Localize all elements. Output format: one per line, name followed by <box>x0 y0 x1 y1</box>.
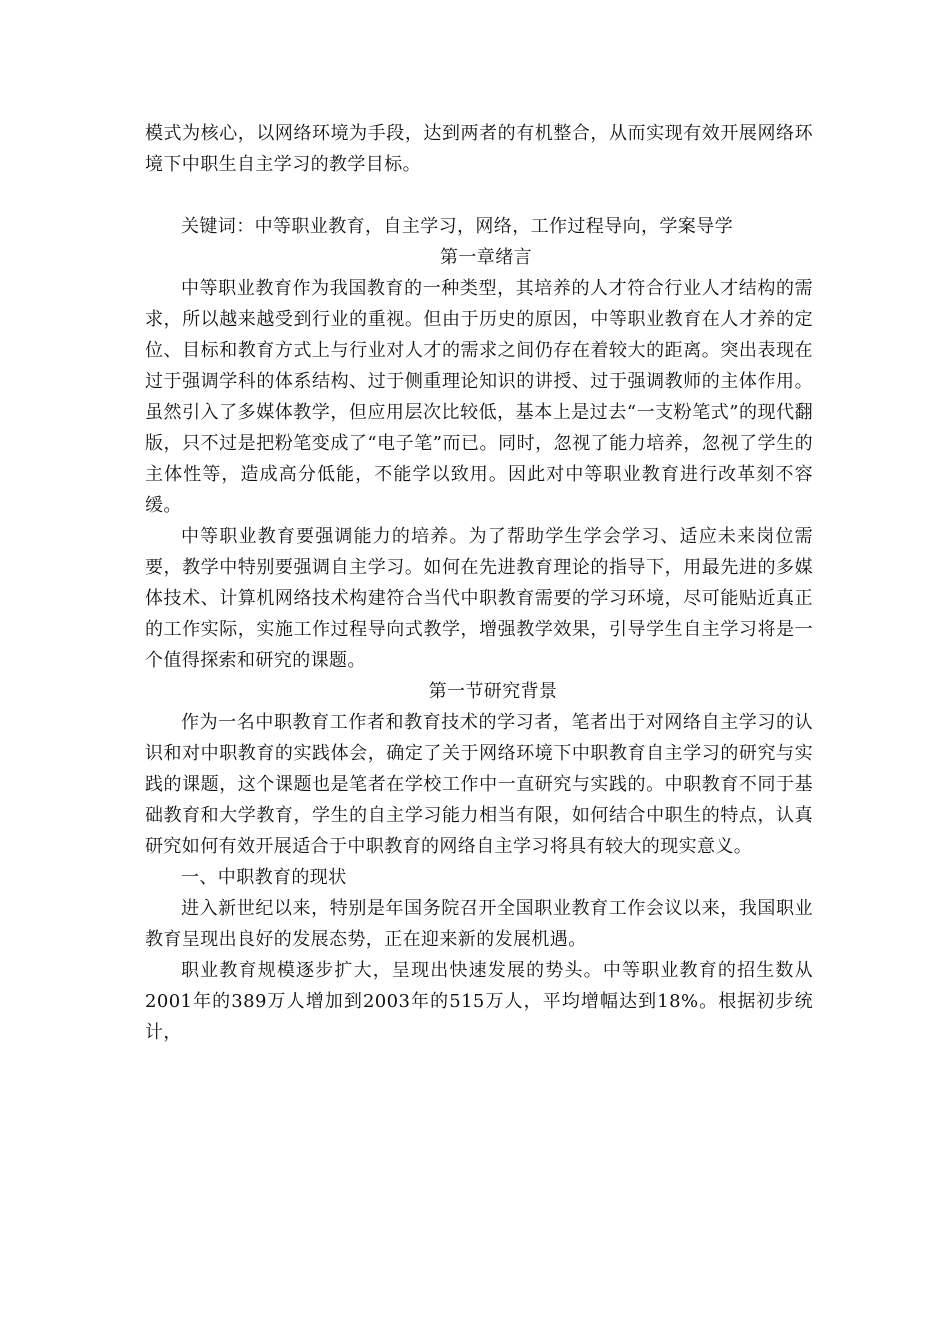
keywords-line: 关键词：中等职业教育，自主学习，网络，工作过程导向，学案导学 <box>181 216 733 237</box>
chapter-title: 第一章绪言 <box>440 247 532 268</box>
subsection-title: 一、中职教育的现状 <box>181 867 347 888</box>
intro-fragment-paragraph: 模式为核心，以网络环境为手段，达到两者的有机整合，从而实现有效开展网络环境下中职生自主学习的教学目标。 <box>145 123 813 175</box>
section-paragraph: 作为一名中职教育工作者和教育技术的学习者，笔者出于对网络自主学习的认识和对中职教育的实践体会，确定了关于网络环境下中职教育自主学习的研究与实践的课题，这个课题也是笔者在学校工作中一直研究与实践的。中职教育不同于基础教育和大学教育，学生的自主学习能力相当有限，如何结合中职生的特点，认真研究如何有效开展适合于中职教育的网络自主学习将具有较大的现实意义。 <box>145 712 813 857</box>
chapter-paragraph-1: 中等职业教育作为我国教育的一种类型，其培养的人才符合行业人才结构的需求，所以越来越受到行业的重视。但由于历史的原因，中等职业教育在人才养的定位、目标和教育方式上与行业对人才的需求之间仍存在着较大的距离。突出表现在过于强调学科的体系结构、过于侧重理论知识的讲授、过于强调教师的主体作用。虽然引入了多媒体教学，但应用层次比较低，基本上是过去“一支粉笔式”的现代翻版，只不过是把粉笔变成了“电子笔”而已。同时，忽视了能力培养，忽视了学生的主体性等，造成高分低能，不能学以致用。因此对中等职业教育进行改革刻不容缓。 <box>145 278 813 516</box>
document-page <box>145 118 813 1048</box>
subsection-paragraph-1: 进入新世纪以来，特别是年国务院召开全国职业教育工作会议以来，我国职业教育呈现出良好的发展态势，正在迎来新的发展机遇。 <box>145 898 813 950</box>
section-title: 第一节研究背景 <box>428 681 558 702</box>
subsection-paragraph-2: 职业教育规模逐步扩大，呈现出快速发展的势头。中等职业教育的招生数从2001年的389万人增加到2003年的515万人，平均增幅达到18%。根据初步统计， <box>145 960 813 1043</box>
chapter-paragraph-2: 中等职业教育要强调能力的培养。为了帮助学生学会学习、适应未来岗位需要，教学中特别要强调自主学习。如何在先进教育理论的指导下，用最先进的多媒体技术、计算机网络技术构建符合当代中职教育需要的学习环境，尽可能贴近真正的工作实际，实施工作过程导向式教学，增强教学效果，引导学生自主学习将是一个值得探索和研究的课题。 <box>145 526 813 671</box>
